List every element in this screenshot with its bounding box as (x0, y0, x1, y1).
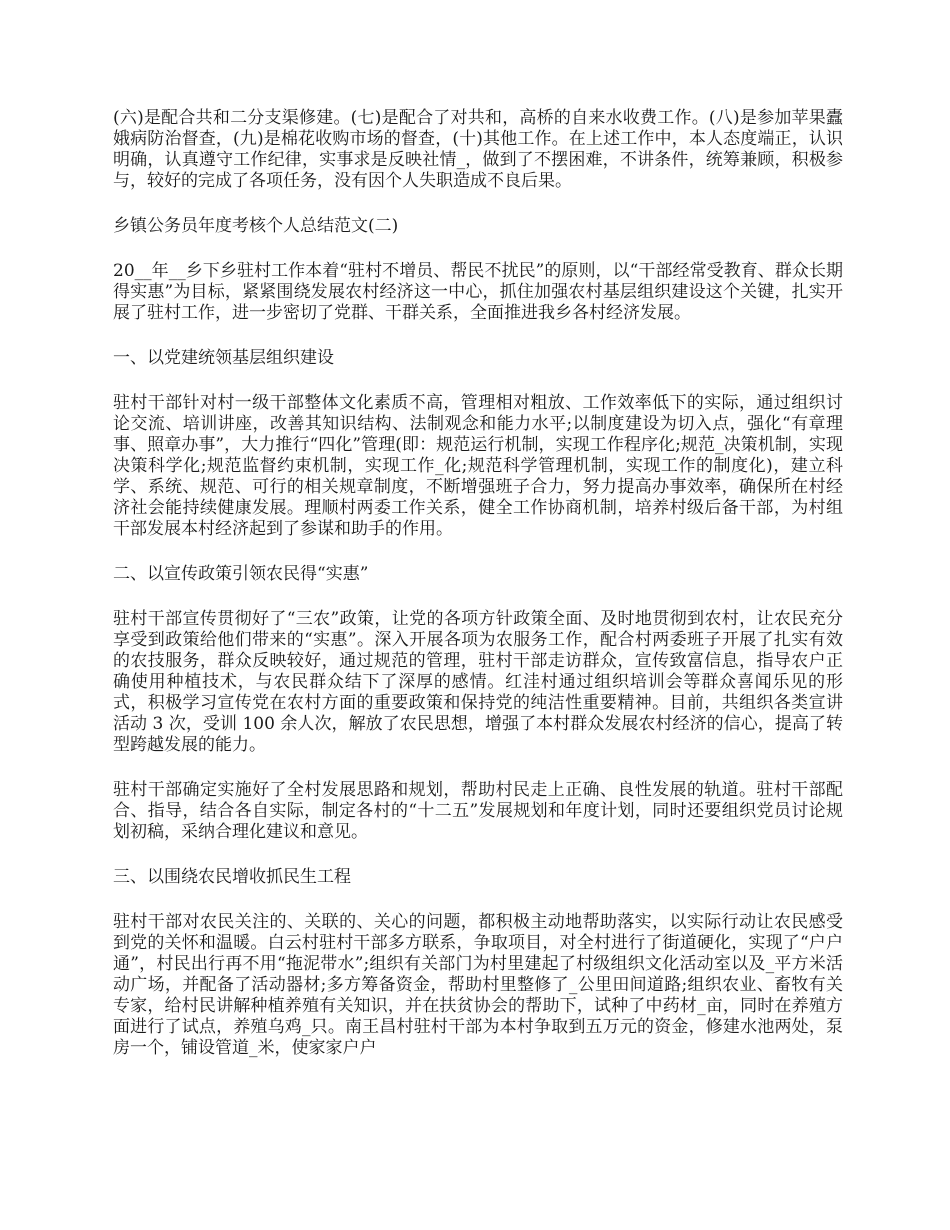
heading-one: 一、以党建统领基层组织建设 (113, 348, 334, 368)
paragraph-1: (六)是配合共和二分支渠修建。(七)是配合了对共和，高桥的自来水收费工作。(八)是参加苹果蠹娥病防治督查，(九)是棉花收购市场的督查，(十)其他工作。在上述工作中，本人态度端正，认识明确，认真遵守工作纪律，实事求是反映社情_，做到了不摆困难，不讲条件，统筹兼顾，积极参与，较好的完成了各项任务，没有因个人失职造成不良后果。 (113, 108, 843, 191)
paragraph-planning: 驻村干部确定实施好了全村发展思路和规划，帮助村民走上正确、良性发展的轨道。驻村干部配合、指导，结合各自实际，制定各村的“十二五”发展规划和年度计划，同时还要组织党员讨论规划初稿，采纳合理化建议和意见。 (113, 780, 843, 842)
document-body (113, 108, 843, 1083)
paragraph-livelihood: 驻村干部对农民关注的、关联的、关心的问题，都积极主动地帮助落实，以实际行动让农民感受到党的关怀和温暖。白云村驻村干部多方联系，争取项目，对全村进行了街道硬化，实现了“户户通”，村民出行再不用“拖泥带水”;组织有关部门为村里建起了村级组织文化活动室以及_平方米活动广场，并配备了活动器材;多方筹备资金，帮助村里整修了_公里田间道路;组织农业、畜牧有关专家，给村民讲解种植养殖有关知识，并在扶贫协会的帮助下，试种了中药材_亩，同时在养殖方面进行了试点，养殖乌鸡_只。南王昌村驻村干部为本村争取到五万元的资金，修建水池两处，泵房一个，铺设管道_米，使家家户户 (113, 912, 843, 1058)
heading-two: 二、以宣传政策引领农民得“实惠” (113, 564, 369, 584)
paragraph-party-building: 驻村干部针对村一级干部整体文化素质不高，管理相对粗放、工作效率低下的实际，通过组织讨论交流、培训讲座，改善其知识结构、法制观念和能力水平;以制度建设为切入点，强化“有章理事、照章办事”，大力推行“四化”管理(即：规范运行机制，实现工作程序化;规范_决策机制，实现决策科学化;规范监督约束机制，实现工作_化;规范科学管理机制，实现工作的制度化)，建立科学、系统、规范、可行的相关规章制度，不断增强班子合力，努力提高办事效率，确保所在村经济社会能持续健康发展。理顺村两委工作关系，健全工作协商机制，培养村级后备干部，为村组干部发展本村经济起到了参谋和助手的作用。 (113, 393, 843, 539)
paragraph-policy: 驻村干部宣传贯彻好了“三农”政策，让党的各项方针政策全面、及时地贯彻到农村，让农民充分享受到政策给他们带来的“实惠”。深入开展各项为农服务工作，配合村两委班子开展了扎实有效的农技服务，群众反映较好，通过规范的管理，驻村干部走访群众，宣传致富信息，指导农户正确使用种植技术，与农民群众结下了深厚的感情。红洼村通过组织培训会等群众喜闻乐见的形式，积极学习宣传党在农村方面的重要政策和保持党的纯洁性重要精神。目前，共组织各类宣讲活动 3 次，受训 100 余人次，解放了农民思想，增强了本村群众发展农村经济的信心，提高了转型跨越发展的能力。 (113, 609, 843, 755)
section-title-2: 乡镇公务员年度考核个人总结范文(二) (113, 216, 399, 236)
paragraph-intro: 20__年__乡下乡驻村工作本着“驻村不增员、帮民不扰民”的原则，以“干部经常受教育、群众长期得实惠”为目标，紧紧围绕发展农村经济这一中心，抓住加强农村基层组织建设这个关键，扎实开展了驻村工作，进一步密切了党群、干群关系，全面推进我乡各村经济发展。 (113, 261, 843, 323)
heading-three: 三、以围绕农民增收抓民生工程 (113, 867, 351, 887)
